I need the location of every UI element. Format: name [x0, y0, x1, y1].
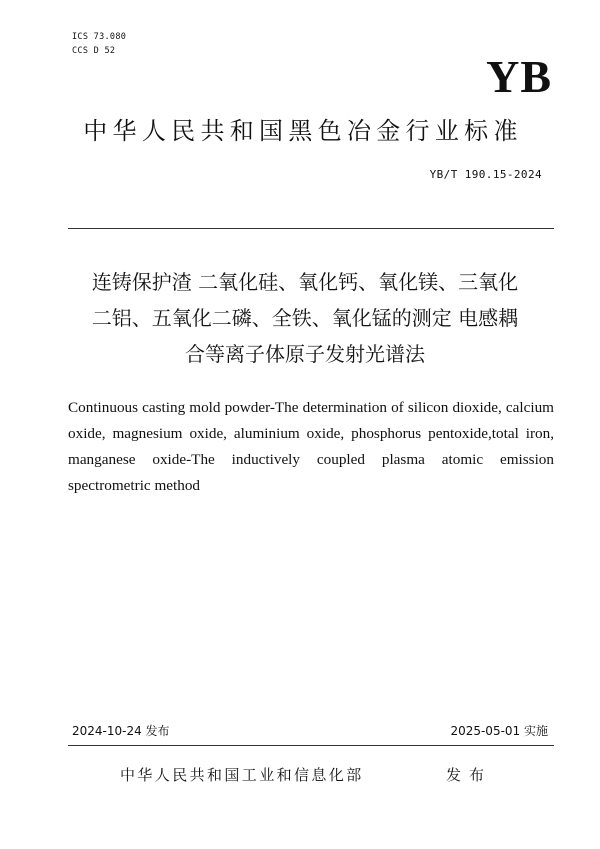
chinese-title-line-1: 连铸保护渣 二氧化硅、氧化钙、氧化镁、三氧化: [91, 270, 519, 294]
ics-code: ICS 73.080: [72, 32, 127, 42]
ccs-code: CCS D 52: [72, 46, 116, 56]
implementation-date: 2025-05-01 实施: [450, 724, 548, 738]
chinese-title-line-2: 二铝、五氧化二磷、全铁、氧化锰的测定 电感耦: [91, 306, 519, 330]
yb-logo: YB: [486, 51, 552, 102]
english-title: Continuous casting mold powder-The determination of silicon dioxide, calcium oxide, magnesium oxide, aluminium oxide, phosphorus pentoxide,total iron, manganese oxide-The inductively coupled plasma atomic emission spectrometric method: [68, 399, 554, 494]
chinese-title-line-3: 合等离子体原子发射光谱法: [185, 342, 425, 366]
issued-label: 发布: [446, 766, 493, 784]
top-divider: [68, 228, 554, 229]
issuing-authority: 中华人民共和国工业和信息化部: [120, 766, 364, 784]
issue-date: 2024-10-24 发布: [72, 724, 170, 738]
bottom-divider: [68, 745, 554, 746]
standard-number: YB/T 190.15-2024: [429, 168, 542, 181]
chinese-title: [60, 264, 550, 372]
standard-category-title: 中华人民共和国黑色冶金行业标准: [83, 117, 523, 145]
classification-codes: [72, 30, 126, 58]
